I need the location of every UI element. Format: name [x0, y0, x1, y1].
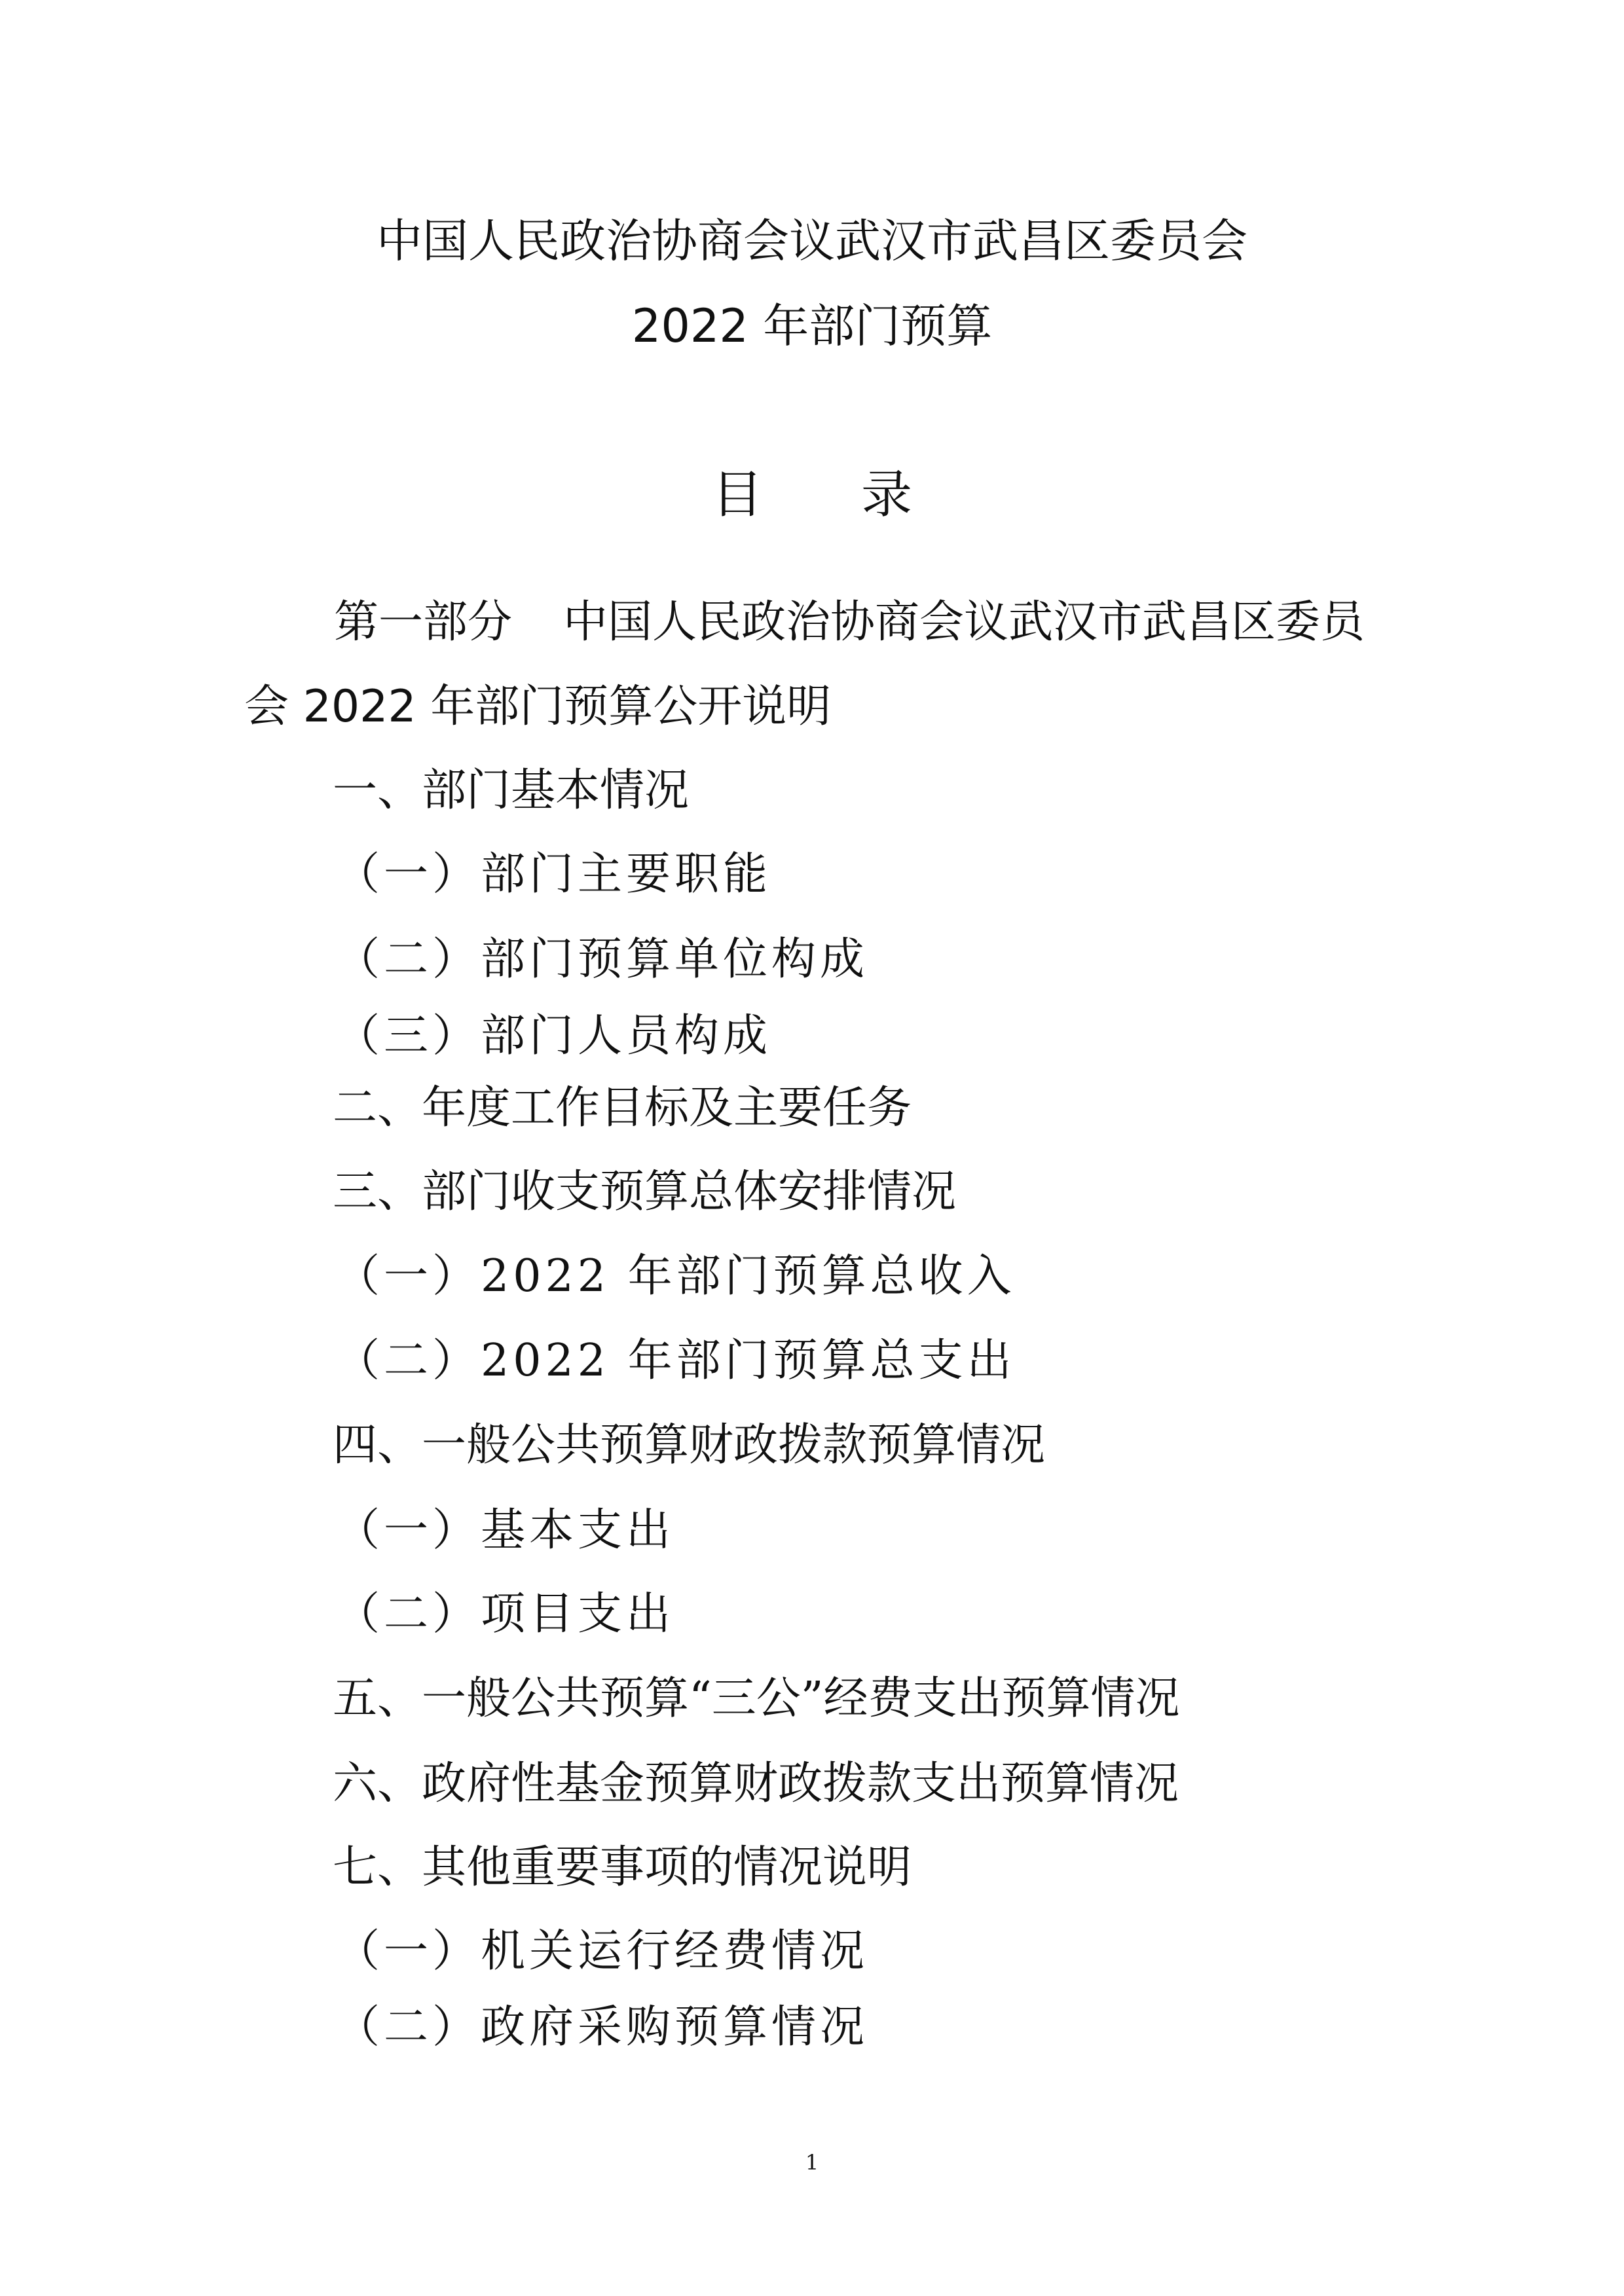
toc-part-line-1: [334, 593, 1365, 652]
toc-item: 七、其他重要事项的情况说明: [333, 1842, 912, 1893]
toc-item: （一）机关运行经费情况: [335, 1925, 869, 1977]
toc-item: （一）基本支出: [335, 1504, 675, 1556]
toc-item: （二）部门预算单位构成: [335, 934, 869, 985]
toc-item: （一）2022 年部门预算总收入: [335, 1250, 1016, 1302]
toc-item: 五、一般公共预算“三公”经费支出预算情况: [333, 1673, 1180, 1724]
toc-item: （三）部门人员构成: [335, 1010, 772, 1062]
document-title-line-1: 中国人民政治协商会议武汉市武昌区委员会: [377, 214, 1247, 268]
toc-item: 二、年度工作目标及主要任务: [333, 1082, 912, 1134]
toc-heading: [0, 462, 1624, 528]
toc-item: （二）2022 年部门预算总支出: [335, 1335, 1016, 1387]
toc-item: （二）政府采购预算情况: [335, 2001, 869, 2053]
page-number: 1: [805, 2150, 819, 2175]
toc-item: 三、部门收支预算总体安排情况: [333, 1166, 957, 1218]
document-title-line-2: 2022 年部门预算: [631, 299, 993, 353]
toc-heading-right: 录: [861, 465, 913, 524]
toc-item: （二）项目支出: [335, 1588, 675, 1640]
toc-item: 一、部门基本情况: [333, 765, 690, 816]
toc-part-label: 第一部分: [334, 596, 513, 648]
toc-item: 四、一般公共预算财政拨款预算情况: [333, 1419, 1046, 1471]
toc-item: 六、政府性基金预算财政拨款支出预算情况: [333, 1758, 1179, 1810]
toc-heading-left: 目: [711, 465, 763, 524]
toc-item: （一）部门主要职能: [335, 848, 772, 900]
toc-part-line-2: 会 2022 年部门预算公开说明: [244, 681, 832, 733]
toc-part-text-1: 中国人民政治协商会议武汉市武昌区委员: [563, 596, 1365, 648]
